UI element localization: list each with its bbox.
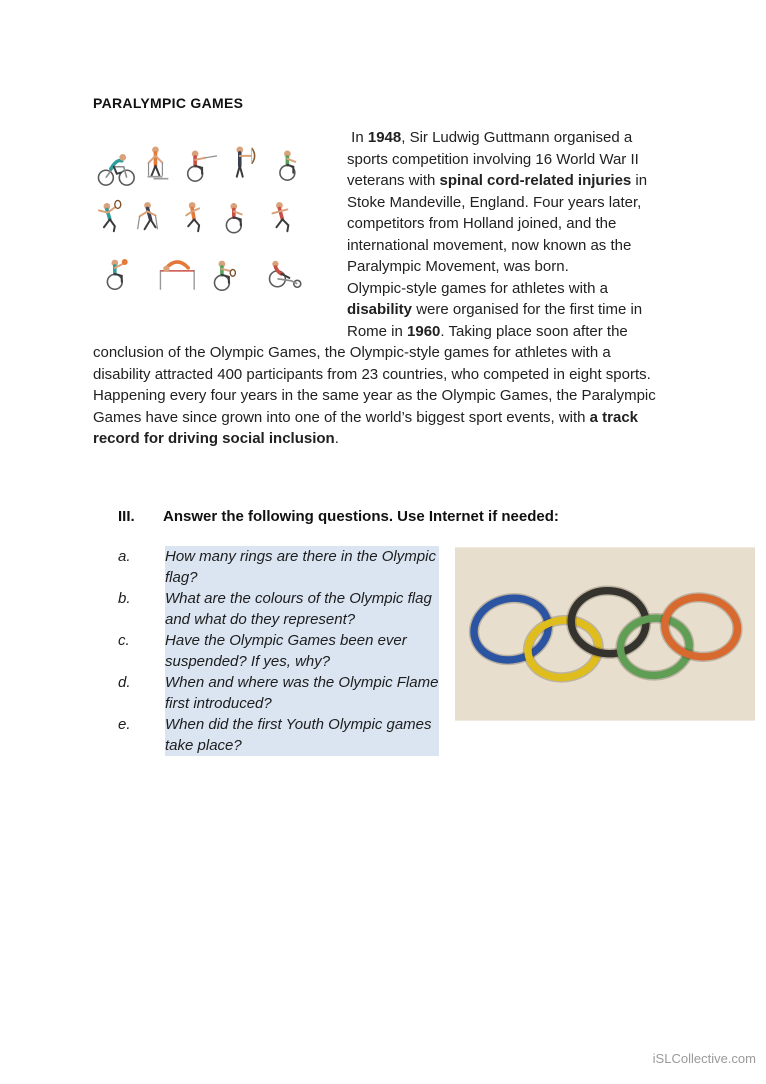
wheelchair-tennis-figure (214, 261, 235, 291)
section-3-number: III. (118, 507, 135, 525)
runner-figure (186, 202, 199, 231)
wheelchair-basketball-figure (107, 259, 127, 289)
paragraph-2-text: Olympic-style games for athletes with a (347, 279, 608, 297)
paragraph-2-bold-disability: disability (347, 301, 413, 318)
question-b-text: What are the colours of the Olympic flag and what do they represent? (165, 588, 439, 630)
question-d (118, 672, 455, 714)
para-athletes-svg (93, 139, 331, 318)
page-title: PARALYMPIC GAMES (93, 95, 244, 111)
section-3-title: Answer the following questions. Use Internet if needed: (163, 507, 559, 525)
wheelchair-athlete-figure (280, 151, 295, 181)
question-a-letter: a. (118, 547, 131, 565)
question-c-letter: c. (118, 631, 130, 649)
paragraph-1-text: , Sir Ludwig Guttmann organised a sports competition involving 16 World War II veterans with (347, 129, 639, 189)
paragraph-2-text: . Taking place soon after the conclusion of the Olympic Games, the Olympic-style games for athletes with a disability attracted 400 participants from 23 countries, who competed in eight sports. (93, 322, 651, 383)
question-b-letter: b. (118, 589, 131, 607)
questions-and-image-row (118, 546, 755, 756)
paragraph-1-bold-year: 1948 (367, 129, 402, 146)
question-list (118, 546, 455, 756)
olympic-rings-svg (455, 546, 755, 722)
paragraph-2-text: were organised for the first time in Rome in (347, 301, 643, 340)
paragraph-2-bold-year: 1960 (407, 322, 441, 340)
wheelchair-fencer-figure (188, 151, 217, 182)
paragraph-3-text: . (334, 430, 339, 447)
high-jumper-figure (160, 262, 194, 290)
skier-figure (148, 147, 169, 179)
question-c-text: Have the Olympic Games been ever suspended? If yes, why? (165, 630, 439, 672)
question-c (118, 630, 455, 672)
article-text-block (93, 127, 672, 450)
cyclist-figure (98, 154, 134, 185)
question-e-text: When did the first Youth Olympic games take place? (165, 714, 439, 756)
section-3 (93, 508, 672, 756)
paragraph-3 (93, 385, 672, 450)
question-e (118, 714, 455, 756)
question-d-text: When and where was the Olympic Flame first introduced? (165, 673, 439, 712)
paragraph-1-text: In (347, 129, 368, 146)
paragraph-3-text: Happening every four years in the same year as the Olympic Games, the Paralympic Games have since grown into one of the world’s biggest sport events, with (93, 387, 656, 426)
question-a (118, 546, 455, 588)
section-3-heading (118, 508, 672, 525)
question-e-letter: e. (118, 715, 131, 733)
paragraph-1-bold-injuries: spinal cord-related injuries (439, 172, 632, 189)
cross-country-skier-figure (138, 202, 158, 229)
badminton-player-figure (99, 200, 121, 231)
wheelchair-racer-figure (226, 203, 241, 233)
sprinter-figure (272, 202, 288, 231)
question-d-letter: d. (118, 673, 131, 691)
footer-watermark: iSLCollective.com (652, 1051, 756, 1066)
rings-background (455, 547, 755, 720)
paragraph-3-bold-inclusion: a track record for driving social inclusion (93, 408, 639, 447)
question-b (118, 588, 455, 630)
olympic-rings-drawing (455, 546, 755, 722)
racing-wheelchair-figure (270, 261, 301, 287)
question-a-text: How many rings are there in the Olympic flag? (165, 546, 439, 588)
para-athletes-illustration (93, 139, 331, 321)
archer-figure (236, 147, 254, 177)
paragraph-1-text: in Stoke Mandeville, England. Four years later, competitors from Holland joined, and the international movement, now known as the Paralympic Movement, was born. (347, 172, 648, 275)
